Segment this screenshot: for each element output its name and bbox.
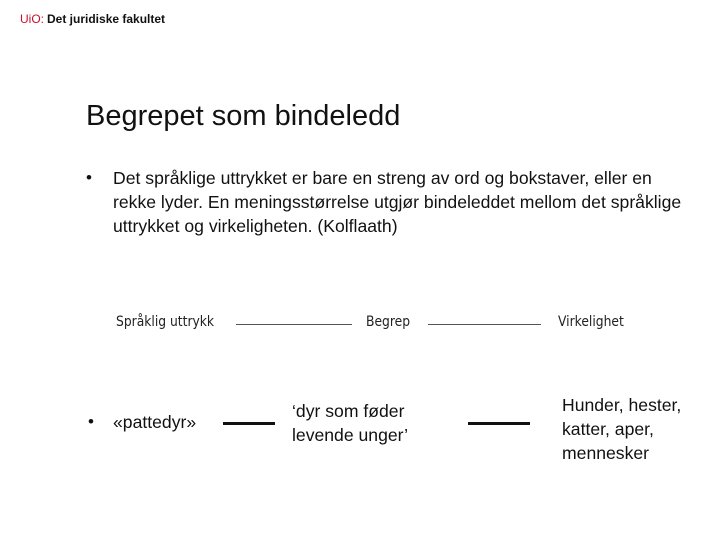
diagram-connector-right <box>428 324 541 325</box>
example-bullet-dot: • <box>88 412 94 431</box>
bullet-dot: • <box>86 168 92 187</box>
referents-line: mennesker <box>562 443 650 463</box>
definition-line: ‘dyr som føder <box>292 401 405 421</box>
bullet-text: Det språklige uttrykket er bare en streng av ord og bokstaver, eller en rekke lyder. En meningsstørrelse utgjør bindeleddet mellom det språklige uttrykket og virkeligheten. (Kolflaath) <box>113 168 682 236</box>
logo-uio-mark: UiO <box>20 12 41 26</box>
diagram-connector-left <box>236 324 352 325</box>
diagram-label-language: Språklig uttrykk <box>116 314 215 330</box>
example-term: «pattedyr» <box>113 412 197 432</box>
referents-line: Hunder, hester, <box>562 395 682 415</box>
uio-logo <box>20 11 165 27</box>
diagram-label-concept: Begrep <box>366 314 411 330</box>
definition-line: levende unger’ <box>292 425 409 445</box>
diagram-label-reality: Virkelighet <box>558 314 624 330</box>
example-referents <box>562 393 681 465</box>
example-connector-left <box>223 422 275 425</box>
example-definition <box>292 399 408 447</box>
slide-title: Begrepet som bindeledd <box>86 100 401 132</box>
example-connector-right <box>468 422 530 425</box>
referents-line: katter, aper, <box>562 419 654 439</box>
semiotic-diagram <box>116 310 636 340</box>
logo-colon: : <box>40 12 45 26</box>
faculty-name: Det juridiske fakultet <box>47 12 166 26</box>
